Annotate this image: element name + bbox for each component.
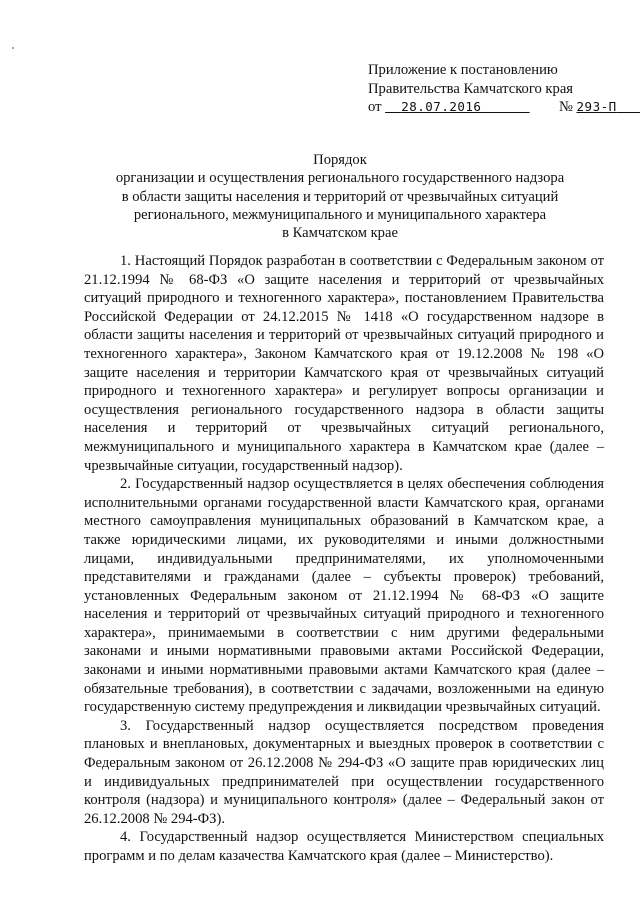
title-line-1: организации и осуществления регионального государственного надзора [115, 170, 565, 187]
document-body [84, 252, 604, 866]
appendix-number-value [577, 99, 640, 114]
document-title [60, 151, 620, 242]
number-text: 293-П [576, 99, 617, 114]
paragraph-3: 3. Государственный надзор осуществляется посредством проведения плановых и внеплановых, документарных и выездных проверок в соответствии с Федеральным законом от 26.12.2008 № 294-ФЗ «О защите прав юридических лиц и индивидуальных предпринимателей при осуществлении государственного контроля (надзора) и муниципального контроля» (далее – Федеральный закон от 26.12.2008 № 294-ФЗ). [84, 717, 604, 827]
paragraph-4: 4. Государственный надзор осуществляется Министерством специальных программ и по делам казачества Камчатского края (далее – Министерство). [84, 829, 604, 864]
appendix-number-label: № [558, 99, 573, 115]
title-line-2: в области защиты населения и территорий от чрезвычайных ситуаций [121, 188, 559, 205]
appendix-from-label: от [368, 99, 382, 115]
appendix-date-value [385, 99, 529, 114]
appendix-line-1: Приложение к постановлению [368, 62, 558, 78]
appendix-date-number-line [368, 98, 618, 117]
date-text: 28.07.2016 [401, 99, 482, 114]
title-heading: Порядок [313, 152, 367, 168]
paragraph-1: 1. Настоящий Порядок разработан в соответствии с Федеральным законом от 21.12.1994 № 68-ФЗ «О защите населения и территорий от чрезвычайных ситуаций природного и техногенного характера», постановлением Правительства Российской Федерации от 24.12.2015 № 1418 «О государственном надзоре в области защиты населения и территорий от чрезвычайных ситуаций природного и техногенного характера», Законом Камчатского края от 19.12.2008 № 198 «О защите населения и территории Камчатского края от чрезвычайных ситуаций природного и техногенного характера» и регулирует вопросы организации и осуществления регионального государственного надзора в области защиты населения и территорий от чрезвычайных ситуаций регионального, межмуниципального и муниципального характера в Камчатском крае (далее – чрезвычайные ситуации, государственный надзор). [84, 253, 604, 474]
paragraph-2: 2. Государственный надзор осуществляется в целях обеспечения соблюдения исполнительными органами государственной власти Камчатского края, органами местного самоуправления муниципальных образований в Камчатском крае, а также юридическими лицами, их руководителями и иными должностными лицами, индивидуальными предпринимателями, их уполномоченными представителями и гражданами (далее – субъекты проверок) требований, установленных Федеральным законом от 21.12.1994 № 68-ФЗ «О защите населения и территорий от чрезвычайных ситуаций природного и техногенного характера», принимаемыми в соответствии с ним другими федеральными законами и иными нормативными правовыми актами Российской Федерации, законами и иными нормативными правовыми актами Камчатского края (далее – обязательные требования), в соответствии с задачами, возложенными на единую государственную систему предупреждения и ликвидации чрезвычайных ситуаций. [84, 476, 604, 716]
title-line-3: регионального, межмуниципального и муниципального характера [133, 206, 547, 223]
appendix-line-2: Правительства Камчатского края [368, 80, 574, 97]
scan-speck [12, 47, 14, 49]
title-line-4: в Камчатском крае [282, 225, 398, 242]
appendix-header [368, 61, 618, 117]
